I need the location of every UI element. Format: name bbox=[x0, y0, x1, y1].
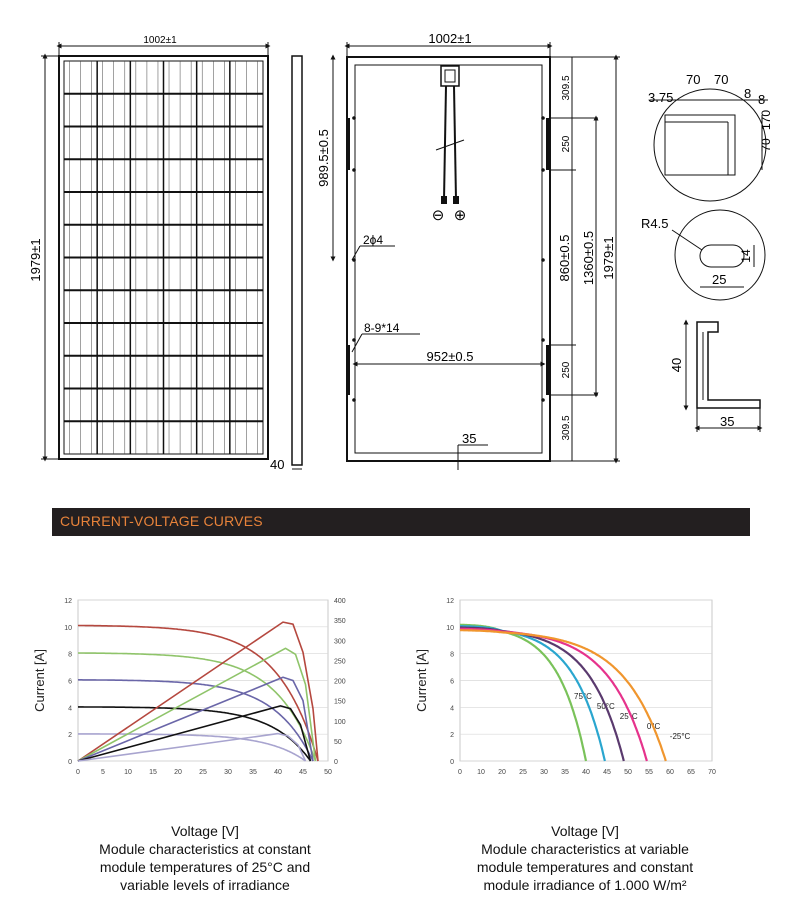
detail-corner bbox=[648, 72, 773, 201]
front-height-label: 1979±1 bbox=[28, 238, 43, 282]
y-tick-label: 0 bbox=[68, 759, 72, 766]
detail-slot bbox=[641, 210, 765, 300]
x-tick-label: 35 bbox=[561, 769, 569, 776]
x-tick-label: 30 bbox=[224, 769, 232, 776]
y-tick-label: 6 bbox=[68, 678, 72, 686]
seg-250b-label: 250 bbox=[561, 361, 572, 379]
y-tick-label: 6 bbox=[450, 678, 454, 686]
series-label: 50°C bbox=[596, 702, 615, 712]
x-tick-label: 30 bbox=[540, 769, 548, 776]
x-tick-label: 40 bbox=[582, 769, 590, 776]
left-caption-line3: variable levels of irradiance bbox=[120, 877, 290, 893]
y2-tick-label: 400 bbox=[334, 598, 346, 605]
y2-tick-label: 100 bbox=[334, 718, 346, 726]
x-tick-label: 50 bbox=[324, 769, 332, 776]
x-tick-label: 45 bbox=[299, 769, 307, 776]
y-tick-label: 10 bbox=[446, 624, 454, 632]
x-tick-label: 15 bbox=[149, 769, 157, 776]
back-height-label: 1979±1 bbox=[601, 236, 616, 280]
y2-tick-label: 350 bbox=[334, 618, 346, 626]
back-width-label: 1002±1 bbox=[428, 31, 472, 46]
cell-grid bbox=[64, 61, 263, 454]
y2-tick-label: 200 bbox=[334, 678, 346, 686]
x-tick-label: 40 bbox=[274, 769, 282, 776]
back-view bbox=[316, 31, 620, 470]
edge-35-label: 35 bbox=[462, 431, 477, 446]
plus-terminal-icon: ⊕ bbox=[453, 207, 467, 224]
x-tick-label: 5 bbox=[101, 769, 105, 776]
x-tick-label: 60 bbox=[666, 769, 674, 776]
detail-profile bbox=[669, 322, 760, 432]
y-tick-label: 12 bbox=[64, 598, 72, 605]
y-axis-label: Current [A] bbox=[414, 649, 429, 712]
seg-bottom-label: 309.5 bbox=[561, 415, 572, 441]
x-tick-label: 25 bbox=[519, 769, 527, 776]
detail1-f-label: 70 bbox=[759, 138, 773, 152]
y-tick-label: 8 bbox=[68, 651, 72, 659]
back-half-label: 989.5±0.5 bbox=[316, 129, 331, 187]
y-tick-label: 2 bbox=[450, 732, 454, 740]
right-caption-xlabel: Voltage [V] bbox=[551, 823, 619, 839]
hole-spec-1-label: 2ϕ4 bbox=[363, 233, 384, 247]
y2-tick-label: 150 bbox=[334, 698, 346, 706]
detail1-d-label: 8 bbox=[744, 86, 752, 101]
right-caption bbox=[440, 822, 730, 894]
detail1-g-label: 170 bbox=[759, 109, 773, 131]
thickness-label: 40 bbox=[270, 457, 285, 472]
seg-250a-label: 250 bbox=[561, 135, 572, 153]
series-label: 75°C bbox=[574, 692, 592, 702]
chart-irradiance bbox=[20, 588, 400, 798]
right-caption-line3: module irradiance of 1.000 W/m² bbox=[483, 877, 687, 893]
y-tick-label: 8 bbox=[450, 651, 454, 659]
x-tick-label: 0 bbox=[458, 769, 462, 776]
series-label: 0°C bbox=[646, 722, 661, 732]
x-tick-label: 10 bbox=[477, 769, 485, 776]
detail3-height-label: 40 bbox=[669, 357, 684, 373]
y-tick-label: 2 bbox=[68, 732, 72, 740]
front-view bbox=[28, 35, 268, 459]
x-tick-label: 65 bbox=[687, 769, 695, 776]
hole-spec-2-label: 8-9*14 bbox=[364, 321, 400, 335]
y-tick-label: 10 bbox=[64, 624, 72, 632]
x-tick-label: 20 bbox=[498, 769, 506, 776]
x-tick-label: 20 bbox=[174, 769, 182, 776]
x-tick-label: 50 bbox=[624, 769, 632, 776]
x-tick-label: 0 bbox=[76, 769, 80, 776]
front-width-label: 1002±1 bbox=[143, 35, 177, 46]
detail3-width-label: 35 bbox=[720, 414, 735, 429]
right-caption-line2: module temperatures and constant bbox=[476, 859, 694, 875]
chart-temperature bbox=[400, 588, 780, 798]
mount-width-label: 952±0.5 bbox=[426, 349, 474, 364]
series-label: -25°C bbox=[669, 732, 691, 742]
x-tick-label: 45 bbox=[603, 769, 611, 776]
side-view bbox=[270, 56, 302, 472]
series-label: 25°C bbox=[619, 712, 638, 722]
detail1-b-label: 70 bbox=[714, 72, 729, 87]
left-caption-line2: module temperatures of 25°C and bbox=[99, 859, 311, 875]
y2-tick-label: 50 bbox=[334, 738, 342, 746]
section-header bbox=[52, 508, 750, 536]
minus-terminal-icon: ⊖ bbox=[431, 207, 445, 224]
left-caption bbox=[60, 822, 350, 894]
y2-tick-label: 250 bbox=[334, 658, 346, 666]
x-tick-label: 70 bbox=[708, 769, 716, 776]
detail2-radius-label: R4.5 bbox=[641, 216, 669, 231]
y2-tick-label: 300 bbox=[334, 638, 346, 646]
y-tick-label: 4 bbox=[450, 705, 454, 713]
x-tick-label: 10 bbox=[124, 769, 132, 776]
x-tick-label: 35 bbox=[249, 769, 257, 776]
mount-height-label: 860±0.5 bbox=[557, 234, 572, 282]
section-title: CURRENT-VOLTAGE CURVES bbox=[60, 513, 263, 529]
detail1-c-label: 3.75 bbox=[648, 90, 674, 105]
detail1-a-label: 70 bbox=[686, 72, 701, 87]
left-caption-xlabel: Voltage [V] bbox=[171, 823, 239, 839]
detail2-width-label: 25 bbox=[712, 272, 727, 287]
seg-top-label: 309.5 bbox=[561, 75, 572, 101]
detail1-e-label: 8 bbox=[758, 92, 766, 107]
y-tick-label: 4 bbox=[68, 705, 72, 713]
detail2-height-label: 14 bbox=[739, 249, 753, 263]
outer-span-label: 1360±0.5 bbox=[581, 230, 596, 286]
y-tick-label: 0 bbox=[450, 759, 454, 766]
right-caption-line1: Module characteristics at variable bbox=[481, 841, 689, 857]
x-tick-label: 55 bbox=[645, 769, 653, 776]
x-tick-label: 25 bbox=[199, 769, 207, 776]
left-caption-line1: Module characteristics at constant bbox=[99, 841, 311, 857]
y2-tick-label: 0 bbox=[334, 759, 338, 766]
y-axis-label: Current [A] bbox=[32, 649, 47, 712]
y-tick-label: 12 bbox=[446, 598, 454, 605]
